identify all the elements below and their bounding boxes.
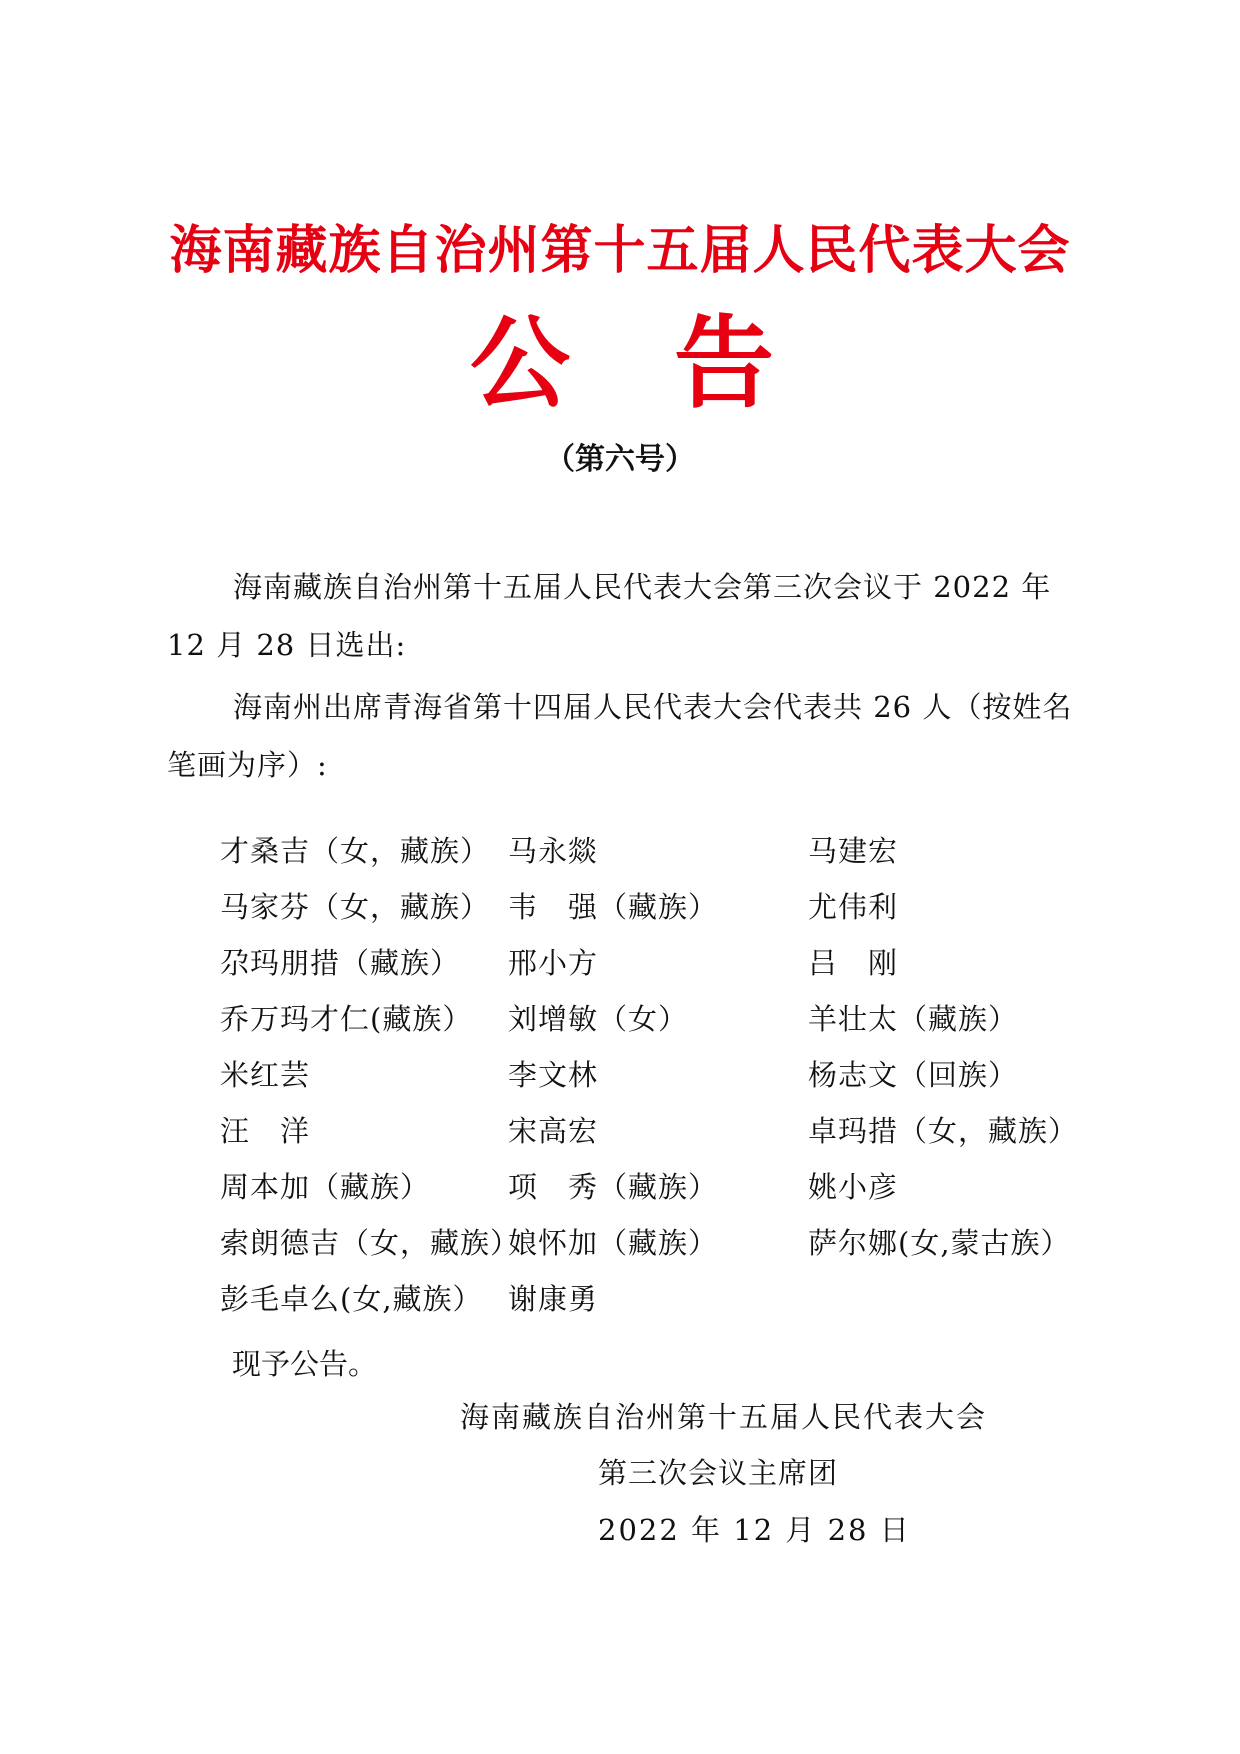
signature-presidium: 第三次会议主席团	[598, 1456, 839, 1490]
delegate-name: 马家芬（女，藏族）	[220, 890, 491, 924]
delegate-name: 汪 洋	[220, 1114, 311, 1148]
announcement-number: （第六号）	[545, 442, 695, 477]
paragraph-delegate-count: 海南州出席青海省第十四届人民代表大会代表共 26 人（按姓名笔画为序）:	[167, 690, 1073, 782]
signature-congress: 海南藏族自治州第十五届人民代表大会	[460, 1400, 988, 1434]
heading-char-gong: 公	[470, 304, 570, 422]
delegate-name: 米红芸	[220, 1058, 311, 1092]
signature-date: 2022 年 12 月 28 日	[598, 1513, 911, 1547]
delegate-name: 姚小彦	[808, 1170, 899, 1204]
delegate-name: 周本加（藏族）	[220, 1170, 431, 1204]
names-column-2	[508, 823, 718, 1327]
delegate-name: 杨志文（回族）	[808, 1058, 1019, 1092]
delegate-name: 邢小方	[508, 946, 599, 980]
delegate-name: 谢康勇	[508, 1282, 599, 1316]
names-column-3	[808, 823, 1078, 1271]
delegate-name: 彭毛卓么(女,藏族）	[220, 1282, 483, 1316]
delegate-name: 萨尔娜(女,蒙古族）	[808, 1226, 1071, 1260]
delegate-name: 卓玛措（女，藏族）	[808, 1114, 1079, 1148]
delegate-name: 羊壮太（藏族）	[808, 1002, 1019, 1036]
delegate-name: 马永燚	[508, 834, 599, 868]
delegate-name: 刘增敏（女）	[508, 1002, 689, 1036]
delegate-name: 李文林	[508, 1058, 599, 1092]
delegate-name: 尕玛朋措（藏族）	[220, 946, 461, 980]
delegate-name: 娘怀加（藏族）	[508, 1226, 719, 1260]
closing-statement: 现予公告。	[232, 1347, 378, 1381]
delegate-name: 马建宏	[808, 834, 899, 868]
delegate-name: 乔万玛才仁(藏族）	[220, 1002, 473, 1036]
heading-char-gao: 告	[674, 304, 774, 422]
names-column-1	[220, 823, 520, 1327]
paragraph-election-intro: 海南藏族自治州第十五届人民代表大会第三次会议于 2022 年 12 月 28 日选出:	[167, 570, 1052, 662]
delegate-name: 才桑吉（女，藏族）	[220, 834, 491, 868]
delegate-name: 尤伟利	[808, 890, 899, 924]
delegate-name: 索朗德吉（女，藏族）	[220, 1226, 521, 1260]
delegate-name: 韦 强（藏族）	[508, 890, 719, 924]
delegate-name: 项 秀（藏族）	[508, 1170, 719, 1204]
delegate-name: 吕 刚	[808, 946, 899, 980]
document-title: 海南藏族自治州第十五届人民代表大会	[169, 220, 1071, 281]
delegate-name: 宋高宏	[508, 1114, 599, 1148]
